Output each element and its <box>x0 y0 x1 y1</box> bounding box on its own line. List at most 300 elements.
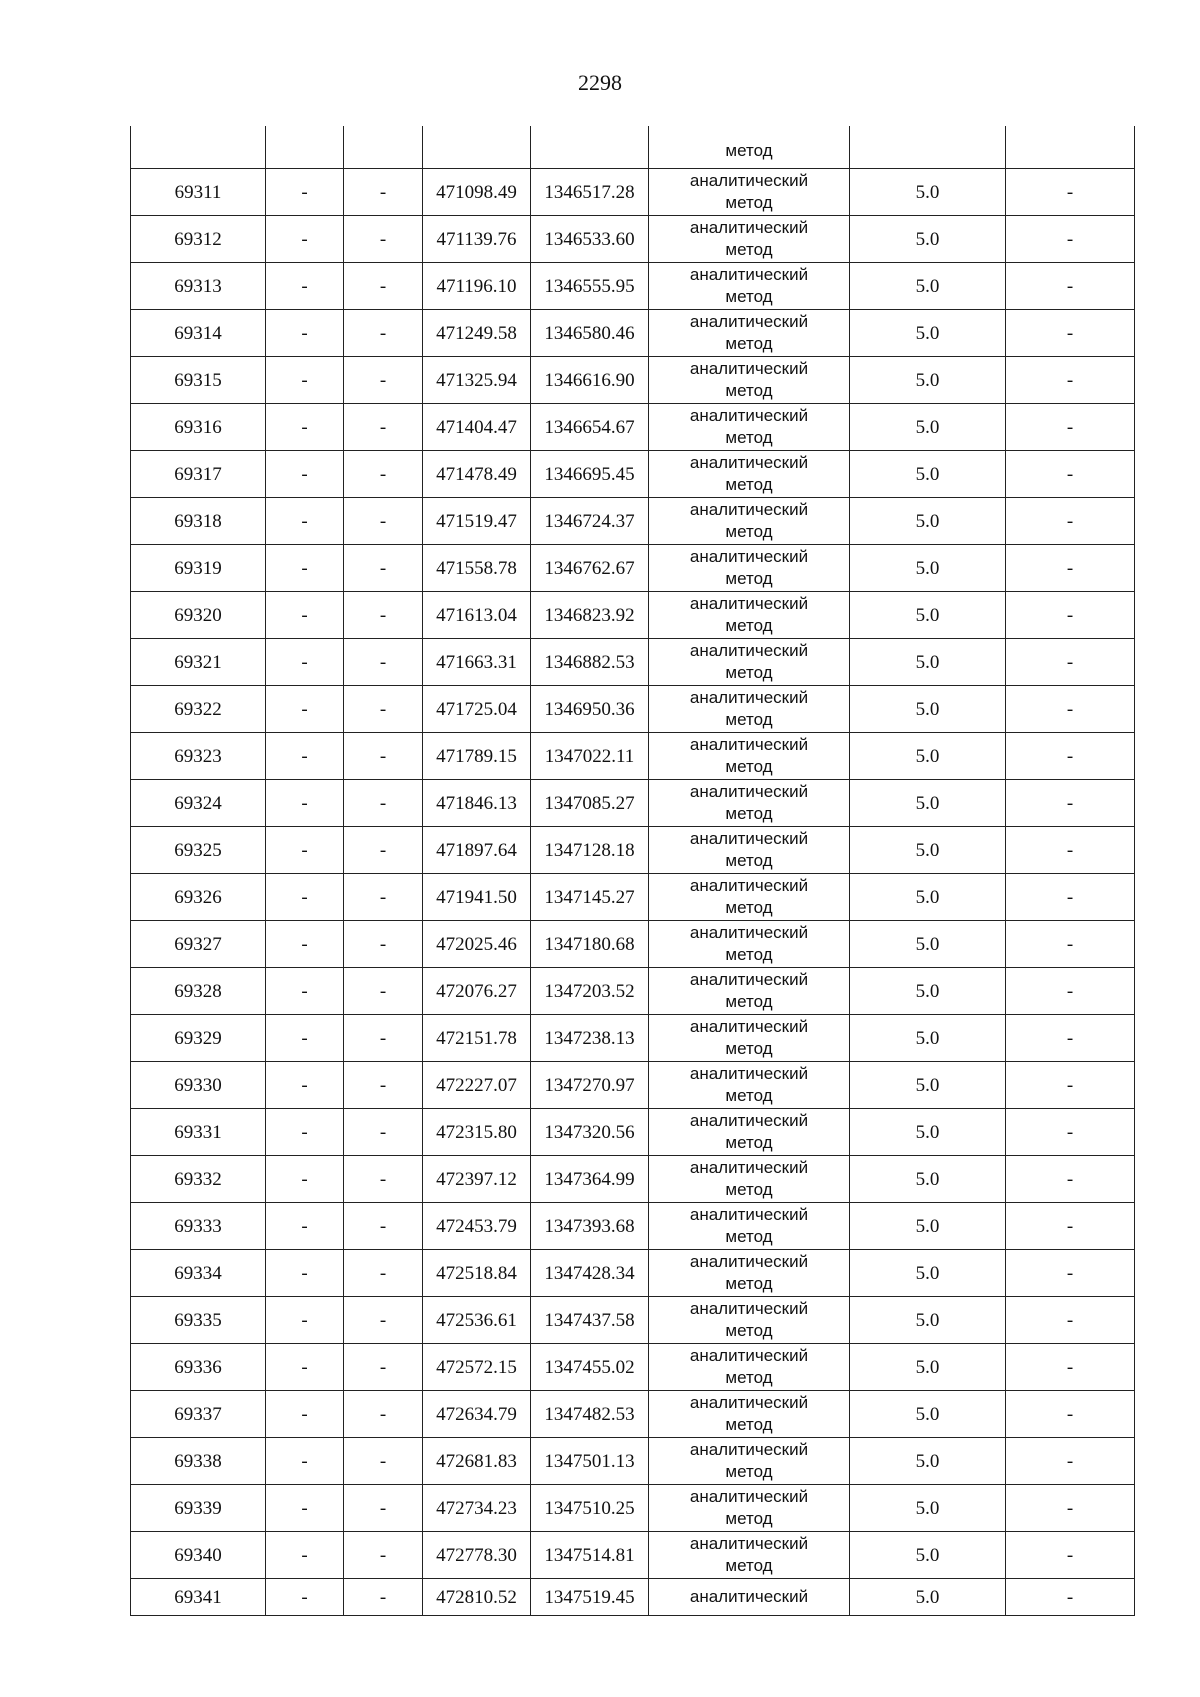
cell-accuracy: 5.0 <box>850 1485 1006 1532</box>
cell-y: 1347519.45 <box>531 1579 649 1616</box>
cell-col2: - <box>266 1391 344 1438</box>
cell-id: 69333 <box>131 1203 266 1250</box>
cell-col8: - <box>1006 639 1135 686</box>
method-line-1: аналитический <box>689 1487 809 1506</box>
cell-accuracy: 5.0 <box>850 874 1006 921</box>
method-line-2: метод <box>725 334 773 353</box>
cell-accuracy: 5.0 <box>850 686 1006 733</box>
cell-col8: - <box>1006 357 1135 404</box>
cell-accuracy: 5.0 <box>850 1250 1006 1297</box>
cell-col2 <box>266 126 344 169</box>
cell-method <box>649 263 850 310</box>
cell-y: 1346823.92 <box>531 592 649 639</box>
cell-y: 1346724.37 <box>531 498 649 545</box>
cell-x: 472536.61 <box>423 1297 531 1344</box>
cell-col8: - <box>1006 1391 1135 1438</box>
cell-y: 1346882.53 <box>531 639 649 686</box>
table-row <box>131 263 1135 310</box>
cell-col3: - <box>344 404 423 451</box>
method-line-1: аналитический <box>689 265 809 284</box>
cell-method <box>649 169 850 216</box>
cell-y: 1347203.52 <box>531 968 649 1015</box>
coordinates-table <box>130 126 1135 1616</box>
cell-accuracy: 5.0 <box>850 1109 1006 1156</box>
cell-id: 69326 <box>131 874 266 921</box>
cell-id: 69327 <box>131 921 266 968</box>
cell-col8: - <box>1006 1438 1135 1485</box>
cell-x: 471846.13 <box>423 780 531 827</box>
cell-col2: - <box>266 639 344 686</box>
cell-x: 472810.52 <box>423 1579 531 1616</box>
cell-accuracy: 5.0 <box>850 310 1006 357</box>
cell-col2: - <box>266 1250 344 1297</box>
cell-x: 472572.15 <box>423 1344 531 1391</box>
cell-y: 1347510.25 <box>531 1485 649 1532</box>
cell-col8: - <box>1006 921 1135 968</box>
method-line-1: аналитический <box>689 1111 809 1130</box>
cell-id: 69341 <box>131 1579 266 1616</box>
cell-y: 1346517.28 <box>531 169 649 216</box>
cell-id: 69322 <box>131 686 266 733</box>
cell-col3: - <box>344 1485 423 1532</box>
method-line-1: аналитический <box>689 1393 809 1412</box>
cell-method <box>649 1579 850 1616</box>
cell-col2: - <box>266 1203 344 1250</box>
cell-x: 471941.50 <box>423 874 531 921</box>
cell-x: 472315.80 <box>423 1109 531 1156</box>
cell-y: 1347128.18 <box>531 827 649 874</box>
cell-col3: - <box>344 733 423 780</box>
cell-col3: - <box>344 1250 423 1297</box>
table-row <box>131 1062 1135 1109</box>
cell-accuracy: 5.0 <box>850 216 1006 263</box>
cell-col3: - <box>344 921 423 968</box>
method-line-1: аналитический <box>689 218 809 237</box>
cell-accuracy: 5.0 <box>850 733 1006 780</box>
method-line-2: метод <box>725 1556 773 1575</box>
cell-id: 69316 <box>131 404 266 451</box>
method-line-1: аналитический <box>689 829 809 848</box>
cell-col3: - <box>344 1203 423 1250</box>
cell-col8 <box>1006 126 1135 169</box>
table-row <box>131 357 1135 404</box>
page-number: 2298 <box>578 70 622 95</box>
method-line-2: метод <box>725 1039 773 1058</box>
cell-accuracy: 5.0 <box>850 1297 1006 1344</box>
cell-col8: - <box>1006 686 1135 733</box>
cell-col8: - <box>1006 1250 1135 1297</box>
cell-method <box>649 310 850 357</box>
method-line-1: аналитический <box>689 1299 809 1318</box>
cell-id: 69335 <box>131 1297 266 1344</box>
method-line-2: метод <box>725 287 773 306</box>
cell-x: 471325.94 <box>423 357 531 404</box>
cell-y: 1347145.27 <box>531 874 649 921</box>
table-row <box>131 545 1135 592</box>
cell-x: 472734.23 <box>423 1485 531 1532</box>
cell-col3: - <box>344 827 423 874</box>
cell-col2: - <box>266 968 344 1015</box>
cell-y: 1347393.68 <box>531 1203 649 1250</box>
cell-id: 69312 <box>131 216 266 263</box>
cell-col2: - <box>266 310 344 357</box>
table-row <box>131 874 1135 921</box>
cell-col2: - <box>266 1062 344 1109</box>
method-line-1: аналитический <box>689 688 809 707</box>
cell-id: 69329 <box>131 1015 266 1062</box>
cell-x: 472634.79 <box>423 1391 531 1438</box>
cell-x: 472778.30 <box>423 1532 531 1579</box>
cell-method <box>649 1438 850 1485</box>
cell-col2: - <box>266 263 344 310</box>
table-row <box>131 404 1135 451</box>
cell-col2: - <box>266 404 344 451</box>
table-row <box>131 1109 1135 1156</box>
cell-id: 69321 <box>131 639 266 686</box>
cell-accuracy: 5.0 <box>850 1203 1006 1250</box>
method-line-1: аналитический <box>689 1064 809 1083</box>
cell-method <box>649 1062 850 1109</box>
cell-x: 472453.79 <box>423 1203 531 1250</box>
cell-id: 69338 <box>131 1438 266 1485</box>
cell-col3: - <box>344 263 423 310</box>
cell-accuracy: 5.0 <box>850 451 1006 498</box>
method-line-2: метод <box>725 428 773 447</box>
cell-col8: - <box>1006 1532 1135 1579</box>
method-line-1: аналитический <box>689 1587 809 1606</box>
cell-method <box>649 827 850 874</box>
method-line-1: аналитический <box>689 782 809 801</box>
cell-x: 471249.58 <box>423 310 531 357</box>
cell-method <box>649 874 850 921</box>
cell-col2: - <box>266 545 344 592</box>
cell-id: 69320 <box>131 592 266 639</box>
method-line-1: аналитический <box>689 923 809 942</box>
cell-y: 1347482.53 <box>531 1391 649 1438</box>
cell-accuracy <box>850 126 1006 169</box>
cell-accuracy: 5.0 <box>850 1156 1006 1203</box>
method-line-2: метод <box>725 616 773 635</box>
cell-method <box>649 1485 850 1532</box>
cell-method <box>649 404 850 451</box>
cell-y: 1347270.97 <box>531 1062 649 1109</box>
cell-col8: - <box>1006 1156 1135 1203</box>
cell-col8: - <box>1006 1062 1135 1109</box>
method-line-2: метод <box>725 1274 773 1293</box>
table-row <box>131 1250 1135 1297</box>
cell-col8: - <box>1006 780 1135 827</box>
cell-method <box>649 733 850 780</box>
cell-col8: - <box>1006 216 1135 263</box>
method-line-1: аналитический <box>689 1158 809 1177</box>
cell-x <box>423 126 531 169</box>
cell-y: 1347455.02 <box>531 1344 649 1391</box>
cell-col3: - <box>344 639 423 686</box>
cell-y: 1347238.13 <box>531 1015 649 1062</box>
cell-y: 1346616.90 <box>531 357 649 404</box>
cell-id: 69323 <box>131 733 266 780</box>
method-line-1: аналитический <box>689 359 809 378</box>
cell-id: 69311 <box>131 169 266 216</box>
cell-y: 1346762.67 <box>531 545 649 592</box>
method-line-1: аналитический <box>689 453 809 472</box>
method-line-2: метод <box>725 569 773 588</box>
cell-id: 69330 <box>131 1062 266 1109</box>
method-line-2: метод <box>725 240 773 259</box>
cell-method <box>649 1015 850 1062</box>
cell-col3: - <box>344 498 423 545</box>
cell-method <box>649 1532 850 1579</box>
cell-col8: - <box>1006 968 1135 1015</box>
cell-accuracy: 5.0 <box>850 1391 1006 1438</box>
method-line-2: метод <box>725 522 773 541</box>
method-line-1: аналитический <box>689 547 809 566</box>
method-line-2: метод <box>725 663 773 682</box>
cell-id: 69334 <box>131 1250 266 1297</box>
cell-method <box>649 498 850 545</box>
method-line-1: аналитический <box>689 735 809 754</box>
method-line-1: аналитический <box>689 876 809 895</box>
cell-col2: - <box>266 874 344 921</box>
cell-col8: - <box>1006 263 1135 310</box>
cell-id <box>131 126 266 169</box>
cell-col3: - <box>344 1015 423 1062</box>
cell-y: 1346580.46 <box>531 310 649 357</box>
cell-col3: - <box>344 357 423 404</box>
cell-id: 69314 <box>131 310 266 357</box>
method-line-1: аналитический <box>689 641 809 660</box>
method-line-2: метод <box>725 1368 773 1387</box>
cell-col2: - <box>266 1485 344 1532</box>
cell-accuracy: 5.0 <box>850 169 1006 216</box>
table-row <box>131 733 1135 780</box>
table-row <box>131 639 1135 686</box>
cell-method <box>649 686 850 733</box>
cell-col8: - <box>1006 1297 1135 1344</box>
cell-col2: - <box>266 1015 344 1062</box>
cell-col2: - <box>266 451 344 498</box>
cell-col2: - <box>266 1297 344 1344</box>
cell-y: 1347501.13 <box>531 1438 649 1485</box>
cell-col8: - <box>1006 733 1135 780</box>
cell-y: 1346695.45 <box>531 451 649 498</box>
cell-col8: - <box>1006 310 1135 357</box>
method-line-2: метод <box>725 1509 773 1528</box>
cell-x: 471897.64 <box>423 827 531 874</box>
cell-accuracy: 5.0 <box>850 1062 1006 1109</box>
method-tail: метод <box>725 141 773 160</box>
cell-col8: - <box>1006 1109 1135 1156</box>
cell-x: 472518.84 <box>423 1250 531 1297</box>
cell-col3: - <box>344 169 423 216</box>
cell-col8: - <box>1006 1203 1135 1250</box>
cell-id: 69315 <box>131 357 266 404</box>
cell-method <box>649 1109 850 1156</box>
cell-x: 471613.04 <box>423 592 531 639</box>
cell-col8: - <box>1006 874 1135 921</box>
cell-accuracy: 5.0 <box>850 498 1006 545</box>
cell-y: 1347364.99 <box>531 1156 649 1203</box>
cell-col3: - <box>344 1532 423 1579</box>
cell-col3 <box>344 126 423 169</box>
cell-id: 69313 <box>131 263 266 310</box>
cell-y: 1347428.34 <box>531 1250 649 1297</box>
method-line-1: аналитический <box>689 1252 809 1271</box>
cell-id: 69337 <box>131 1391 266 1438</box>
method-line-2: метод <box>725 475 773 494</box>
cell-y: 1346555.95 <box>531 263 649 310</box>
cell-x: 471098.49 <box>423 169 531 216</box>
cell-col8: - <box>1006 404 1135 451</box>
cell-id: 69318 <box>131 498 266 545</box>
method-line-2: метод <box>725 1462 773 1481</box>
cell-method <box>649 1391 850 1438</box>
cell-y: 1346533.60 <box>531 216 649 263</box>
cell-y <box>531 126 649 169</box>
cell-col2: - <box>266 1344 344 1391</box>
method-line-2: метод <box>725 1415 773 1434</box>
cell-x: 471196.10 <box>423 263 531 310</box>
cell-accuracy: 5.0 <box>850 545 1006 592</box>
cell-x: 472681.83 <box>423 1438 531 1485</box>
cell-col8: - <box>1006 1485 1135 1532</box>
cell-col8: - <box>1006 827 1135 874</box>
table-row <box>131 451 1135 498</box>
cell-accuracy: 5.0 <box>850 639 1006 686</box>
cell-x: 472151.78 <box>423 1015 531 1062</box>
cell-x: 471139.76 <box>423 216 531 263</box>
method-line-2: метод <box>725 992 773 1011</box>
cell-method <box>649 592 850 639</box>
cell-accuracy: 5.0 <box>850 1579 1006 1616</box>
cell-col8: - <box>1006 592 1135 639</box>
cell-col3: - <box>344 1344 423 1391</box>
cell-method <box>649 921 850 968</box>
cell-accuracy: 5.0 <box>850 404 1006 451</box>
method-line-1: аналитический <box>689 312 809 331</box>
cell-accuracy: 5.0 <box>850 921 1006 968</box>
cell-col2: - <box>266 1532 344 1579</box>
cell-col2: - <box>266 169 344 216</box>
method-line-1: аналитический <box>689 1017 809 1036</box>
cell-id: 69339 <box>131 1485 266 1532</box>
cell-method <box>649 126 850 169</box>
cell-col3: - <box>344 686 423 733</box>
table-row <box>131 169 1135 216</box>
cell-method <box>649 216 850 263</box>
table-row <box>131 968 1135 1015</box>
cell-y: 1347085.27 <box>531 780 649 827</box>
cell-x: 471519.47 <box>423 498 531 545</box>
cell-method <box>649 780 850 827</box>
cell-id: 69324 <box>131 780 266 827</box>
table-row <box>131 1579 1135 1616</box>
method-line-1: аналитический <box>689 594 809 613</box>
method-line-2: метод <box>725 710 773 729</box>
cell-col2: - <box>266 1156 344 1203</box>
table-row <box>131 1485 1135 1532</box>
cell-col2: - <box>266 1579 344 1616</box>
cell-method <box>649 451 850 498</box>
table-row <box>131 1156 1135 1203</box>
cell-col8: - <box>1006 169 1135 216</box>
method-line-2: метод <box>725 193 773 212</box>
cell-accuracy: 5.0 <box>850 1015 1006 1062</box>
cell-accuracy: 5.0 <box>850 827 1006 874</box>
method-line-1: аналитический <box>689 970 809 989</box>
method-line-2: метод <box>725 898 773 917</box>
cell-x: 471789.15 <box>423 733 531 780</box>
cell-x: 471663.31 <box>423 639 531 686</box>
cell-id: 69336 <box>131 1344 266 1391</box>
cell-accuracy: 5.0 <box>850 1532 1006 1579</box>
cell-col3: - <box>344 451 423 498</box>
cell-id: 69317 <box>131 451 266 498</box>
cell-col8: - <box>1006 1015 1135 1062</box>
cell-col3: - <box>344 216 423 263</box>
cell-col8: - <box>1006 545 1135 592</box>
method-line-2: метод <box>725 1227 773 1246</box>
cell-col8: - <box>1006 1579 1135 1616</box>
method-line-2: метод <box>725 804 773 823</box>
cell-accuracy: 5.0 <box>850 1438 1006 1485</box>
cell-col3: - <box>344 545 423 592</box>
cell-col3: - <box>344 310 423 357</box>
cell-col2: - <box>266 780 344 827</box>
table-row <box>131 216 1135 263</box>
cell-id: 69331 <box>131 1109 266 1156</box>
cell-x: 471725.04 <box>423 686 531 733</box>
cell-method <box>649 545 850 592</box>
cell-accuracy: 5.0 <box>850 357 1006 404</box>
cell-col3: - <box>344 1579 423 1616</box>
cell-y: 1346950.36 <box>531 686 649 733</box>
cell-col3: - <box>344 1297 423 1344</box>
table-row <box>131 780 1135 827</box>
cell-id: 69340 <box>131 1532 266 1579</box>
cell-col2: - <box>266 1438 344 1485</box>
cell-method <box>649 1250 850 1297</box>
cell-method <box>649 1203 850 1250</box>
continuation-row <box>131 126 1135 169</box>
cell-col3: - <box>344 1156 423 1203</box>
cell-y: 1347437.58 <box>531 1297 649 1344</box>
table-row <box>131 686 1135 733</box>
cell-col2: - <box>266 357 344 404</box>
cell-id: 69332 <box>131 1156 266 1203</box>
method-line-1: аналитический <box>689 500 809 519</box>
cell-method <box>649 639 850 686</box>
cell-col2: - <box>266 1109 344 1156</box>
table-row <box>131 921 1135 968</box>
cell-x: 471478.49 <box>423 451 531 498</box>
cell-col2: - <box>266 733 344 780</box>
cell-col8: - <box>1006 451 1135 498</box>
table-row <box>131 1438 1135 1485</box>
cell-col3: - <box>344 780 423 827</box>
cell-col2: - <box>266 686 344 733</box>
cell-x: 471558.78 <box>423 545 531 592</box>
cell-method <box>649 1297 850 1344</box>
table-row <box>131 827 1135 874</box>
cell-method <box>649 357 850 404</box>
cell-col8: - <box>1006 1344 1135 1391</box>
table-row <box>131 310 1135 357</box>
method-line-1: аналитический <box>689 1534 809 1553</box>
cell-accuracy: 5.0 <box>850 263 1006 310</box>
method-line-2: метод <box>725 1133 773 1152</box>
cell-y: 1347022.11 <box>531 733 649 780</box>
